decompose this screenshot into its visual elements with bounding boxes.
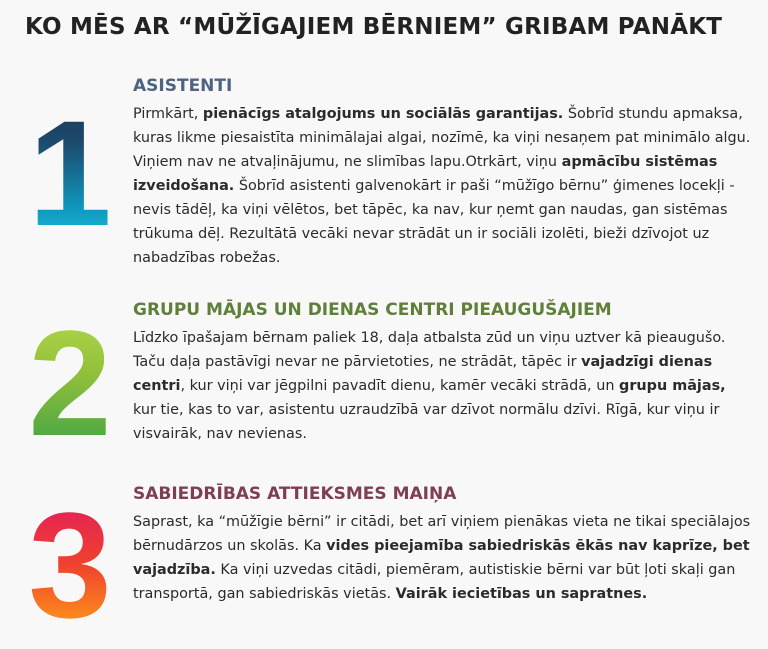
text-part: Šobrīd asistenti galvenokārt ir paši “mūžīgo bērnu” ģimenes locekļi - nevis tādēļ, ka viņi vēlētos, bet tāpēc, ka nav, kur ņemt gan naudas, gan sistēmas trūkuma dēļ. Rezultātā vecāki nevar strādāt un ir sociāli izolēti, bieži dzīvojot uz nabadzības robežas. xyxy=(133,178,735,266)
text-emphasis: vides pieejamība sabiedriskās ēkās nav kaprīze, bet vajadzība. xyxy=(133,538,750,578)
section-text xyxy=(133,326,751,446)
text-part: Ka viņi uzvedas citādi, piemēram, autistiskie bērni var būt ļoti skaļi gan transportā, gan sabiedriskās vietās. xyxy=(133,562,736,602)
text-emphasis: apmācību sistēmas izveidošana. xyxy=(133,154,718,194)
section-attitude-change xyxy=(133,484,751,606)
text-emphasis: vajadzīgi dienas centri xyxy=(133,354,713,394)
text-emphasis: grupu mājas, xyxy=(619,378,726,394)
section-text xyxy=(133,510,751,606)
text-emphasis: Vairāk iecietības un sapratnes. xyxy=(395,586,648,602)
number-three: 3 xyxy=(26,490,114,640)
section-group-homes xyxy=(133,300,751,446)
page-title: KO MĒS AR “MŪŽĪGAJIEM BĒRNIEM” GRIBAM PANĀKT xyxy=(25,14,723,40)
section-heading: GRUPU MĀJAS UN DIENAS CENTRI PIEAUGUŠAJIEM xyxy=(133,300,612,320)
section-heading: SABIEDRĪBAS ATTIEKSMES MAIŅA xyxy=(133,484,457,504)
section-heading: ASISTENTI xyxy=(133,76,233,96)
text-part: Šobrīd stundu apmaksa, kuras likme piesaistīta minimālajai algai, nozīmē, ka viņi nesaņem pat minimālo algu. Viņiem nav ne atvaļinājumu, ne slimības lapu.Otrkārt, viņu xyxy=(133,106,751,170)
section-text xyxy=(133,102,751,270)
number-one: 1 xyxy=(26,98,114,248)
text-part: , kur viņi var jēgpilni pavadīt dienu, kamēr vecāki strādā, un xyxy=(180,378,620,394)
text-part: Pirmkārt, xyxy=(133,106,203,122)
number-two: 2 xyxy=(26,308,114,458)
text-part: Saprast, ka “mūžīgie bērni” ir citādi, bet arī viņiem pienākas vieta ne tikai speciālajos bērnudārzos un skolās. Ka xyxy=(133,514,751,554)
text-part: kur tie, kas to var, asistentu uzraudzībā var dzīvot normālu dzīvi. Rīgā, kur viņu ir visvairāk, nav nevienas. xyxy=(133,402,720,442)
text-part: Līdzko īpašajam bērnam paliek 18, daļa atbalsta zūd un viņu uztver kā pieaugušo. Taču daļa pastāvīgi nevar ne pārvietoties, ne strādāt, tāpēc ir xyxy=(133,330,726,370)
section-assistants xyxy=(133,76,751,270)
text-emphasis: pienācīgs atalgojums un sociālās garantijas. xyxy=(202,106,564,122)
